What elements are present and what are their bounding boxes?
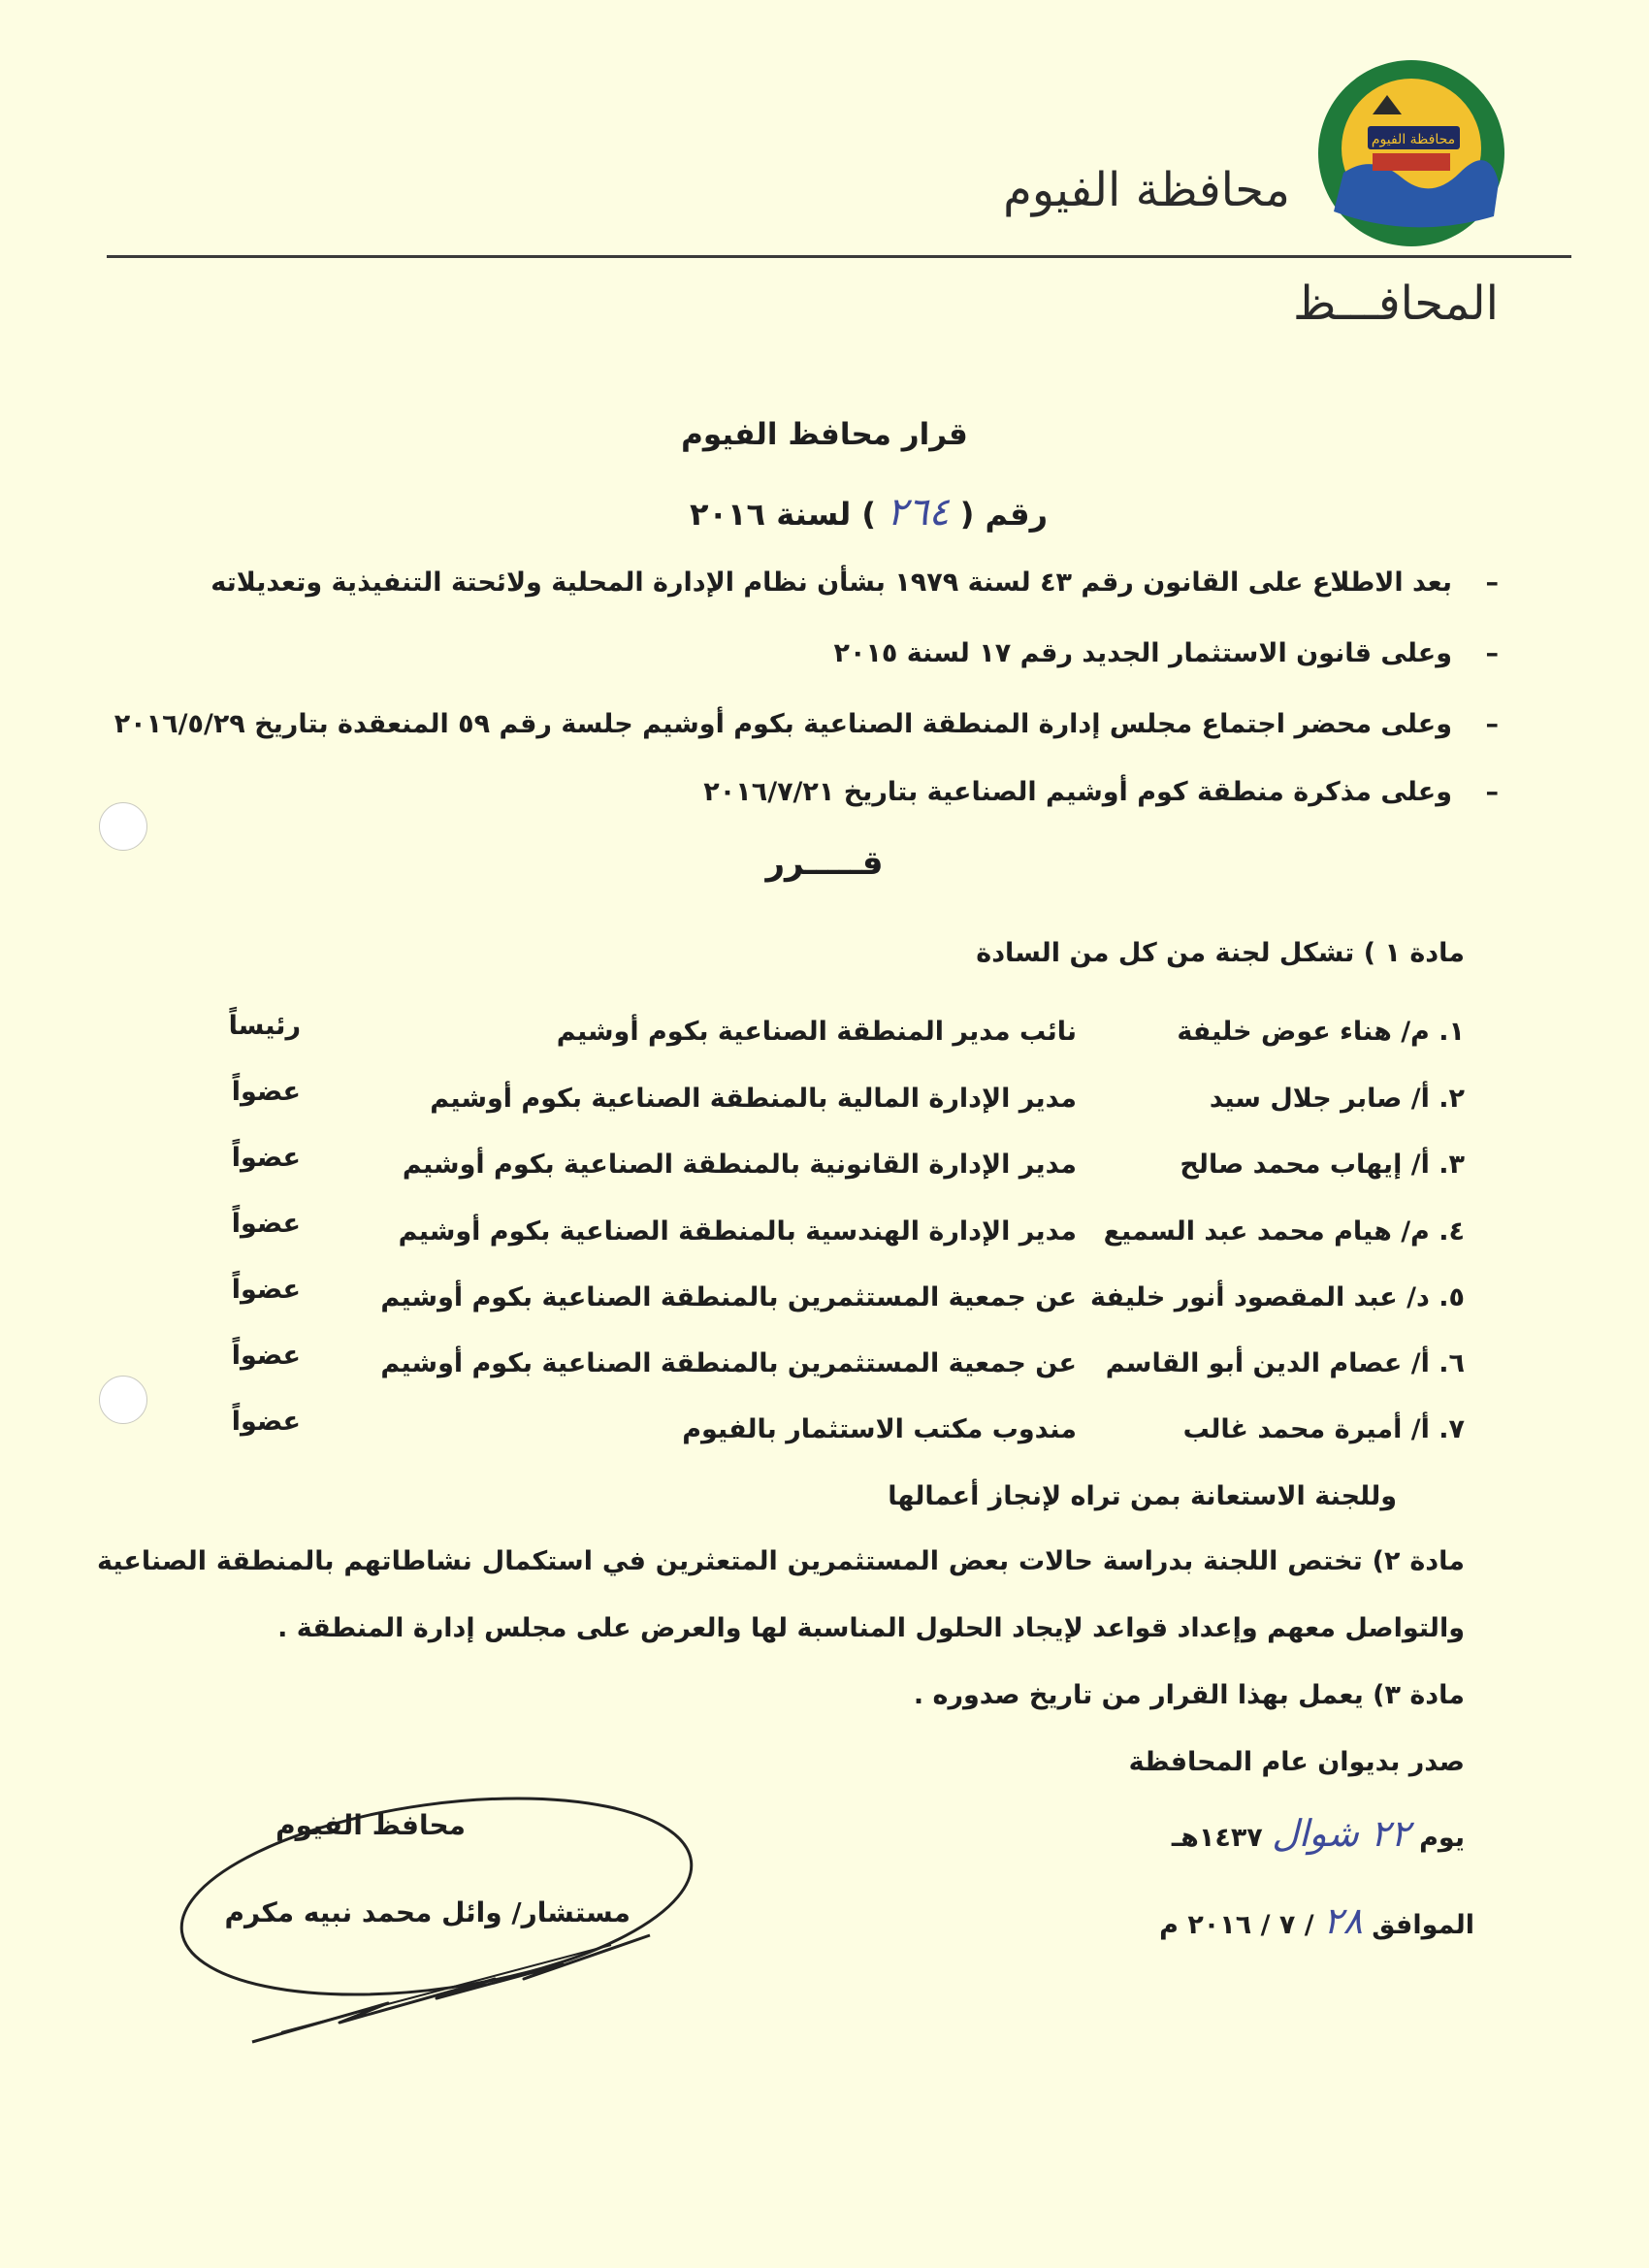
- consideration-text: وعلى محضر اجتماع مجلس إدارة المنطقة الصناعية بكوم أوشيم جلسة رقم ٥٩ المنعقدة بتاريخ ٢٠١٦/٥/٢٩: [113, 709, 1452, 739]
- governorate-logo: [1314, 56, 1508, 250]
- member-name: ٥. د/ عبد المقصود أنور خليفة: [1089, 1282, 1465, 1312]
- consideration-text: بعد الاطلاع على القانون رقم ٤٣ لسنة ١٩٧٩ بشأن نظام الإدارة المحلية ولائحتة التنفيذية وتعديلاته: [210, 567, 1452, 598]
- member-name: ٧. أ/ أميرة محمد غالب: [1182, 1414, 1465, 1444]
- hijri-date-handwritten: ٢٢ شوال: [1272, 1812, 1410, 1855]
- article-2-line-1: مادة ٢) تختص اللجنة بدراسة حالات بعض المستثمرين المتعثرين في استكمال نشاطاتهم بالمنطقة الصناعية: [97, 1546, 1465, 1576]
- decree-number-handwritten: ٢٦٤: [887, 490, 950, 535]
- signatory-title: محافظ الفيوم: [275, 1809, 466, 1841]
- consideration-item: [210, 567, 1499, 598]
- hijri-date-prefix: يوم: [1419, 1823, 1465, 1853]
- header-divider: [107, 255, 1571, 258]
- member-role: عضواً: [231, 1077, 301, 1107]
- member-title: مدير الإدارة القانونية بالمنطقة الصناعية بكوم أوشيم: [402, 1150, 1077, 1180]
- office-title: المحافـــظ: [1292, 276, 1499, 331]
- gregorian-date: [1159, 1899, 1474, 1942]
- logo-text: محافظة الفيوم: [1371, 132, 1456, 147]
- hijri-date: [1172, 1812, 1465, 1855]
- punch-hole: [99, 802, 147, 851]
- article-1: مادة ١ ) تشكل لجنة من كل من السادة: [976, 938, 1465, 968]
- decree-number-line: [690, 490, 1048, 535]
- signature-underline: [281, 1945, 611, 2032]
- member-title: مدير الإدارة الهندسية بالمنطقة الصناعية بكوم أوشيم: [398, 1216, 1077, 1247]
- consideration-item: [833, 638, 1499, 668]
- hijri-date-suffix: ١٤٣٧هـ: [1171, 1823, 1263, 1853]
- logo-waterwheel: [1373, 153, 1450, 171]
- governorate-name: محافظة الفيوم: [1003, 163, 1290, 217]
- article-2-line-2: والتواصل معهم وإعداد قواعد لإيجاد الحلول المناسبة لها والعرض على مجلس إدارة المنطقة .: [277, 1613, 1465, 1643]
- member-role: عضواً: [231, 1275, 301, 1305]
- decided-heading: قـــــرر: [765, 844, 884, 883]
- member-role: عضواً: [231, 1143, 301, 1173]
- member-title: عن جمعية المستثمرين بالمنطقة الصناعية بكوم أوشيم: [380, 1348, 1077, 1378]
- member-name: ٣. أ/ إيهاب محمد صالح: [1180, 1150, 1465, 1180]
- member-name: ٤. م/ هيام محمد عبد السميع: [1103, 1216, 1465, 1247]
- consideration-item: [703, 777, 1499, 807]
- decree-number-suffix: ) لسنة ٢٠١٦: [689, 496, 877, 533]
- decree-number-prefix: رقم (: [959, 496, 1048, 533]
- member-role: عضواً: [231, 1209, 301, 1239]
- member-role: رئيساً: [228, 1011, 301, 1041]
- signatory-name: مستشار/ وائل محمد نبيه مكرم: [224, 1896, 630, 1928]
- member-title: مندوب مكتب الاستثمار بالفيوم: [682, 1414, 1077, 1444]
- gregorian-date-handwritten: ٢٨: [1323, 1899, 1363, 1942]
- member-title: عن جمعية المستثمرين بالمنطقة الصناعية بكوم أوشيم: [380, 1282, 1077, 1312]
- gregorian-date-prefix: الموافق: [1372, 1910, 1474, 1940]
- member-title: مدير الإدارة المالية بالمنطقة الصناعية بكوم أوشيم: [430, 1084, 1077, 1114]
- member-role: عضواً: [231, 1407, 301, 1437]
- consideration-text: وعلى مذكرة منطقة كوم أوشيم الصناعية بتاريخ ٢٠١٦/٧/٢١: [703, 777, 1452, 807]
- bullet-dash: –: [1485, 638, 1499, 668]
- bullet-dash: –: [1485, 567, 1499, 598]
- article-3: مادة ٣) يعمل بهذا القرار من تاريخ صدوره .: [913, 1680, 1465, 1710]
- decree-title: قرار محافظ الفيوم: [681, 417, 968, 452]
- member-name: ١. م/ هناء عوض خليفة: [1177, 1017, 1465, 1047]
- gregorian-date-suffix: / ٧ / ٢٠١٦ م: [1159, 1910, 1314, 1940]
- consideration-item: [114, 709, 1499, 739]
- committee-note: وللجنة الاستعانة بمن تراه لإنجاز أعمالها: [888, 1481, 1397, 1511]
- member-name: ٦. أ/ عصام الدين أبو القاسم: [1105, 1348, 1465, 1378]
- consideration-text: وعلى قانون الاستثمار الجديد رقم ١٧ لسنة ٢٠١٥: [833, 638, 1452, 668]
- member-name: ٢. أ/ صابر جلال سيد: [1209, 1084, 1465, 1114]
- issued-at: صدر بديوان عام المحافظة: [1128, 1747, 1465, 1777]
- punch-hole: [99, 1376, 147, 1424]
- bullet-dash: –: [1485, 709, 1499, 739]
- bullet-dash: –: [1485, 777, 1499, 807]
- member-title: نائب مدير المنطقة الصناعية بكوم أوشيم: [556, 1017, 1077, 1047]
- member-role: عضواً: [231, 1341, 301, 1371]
